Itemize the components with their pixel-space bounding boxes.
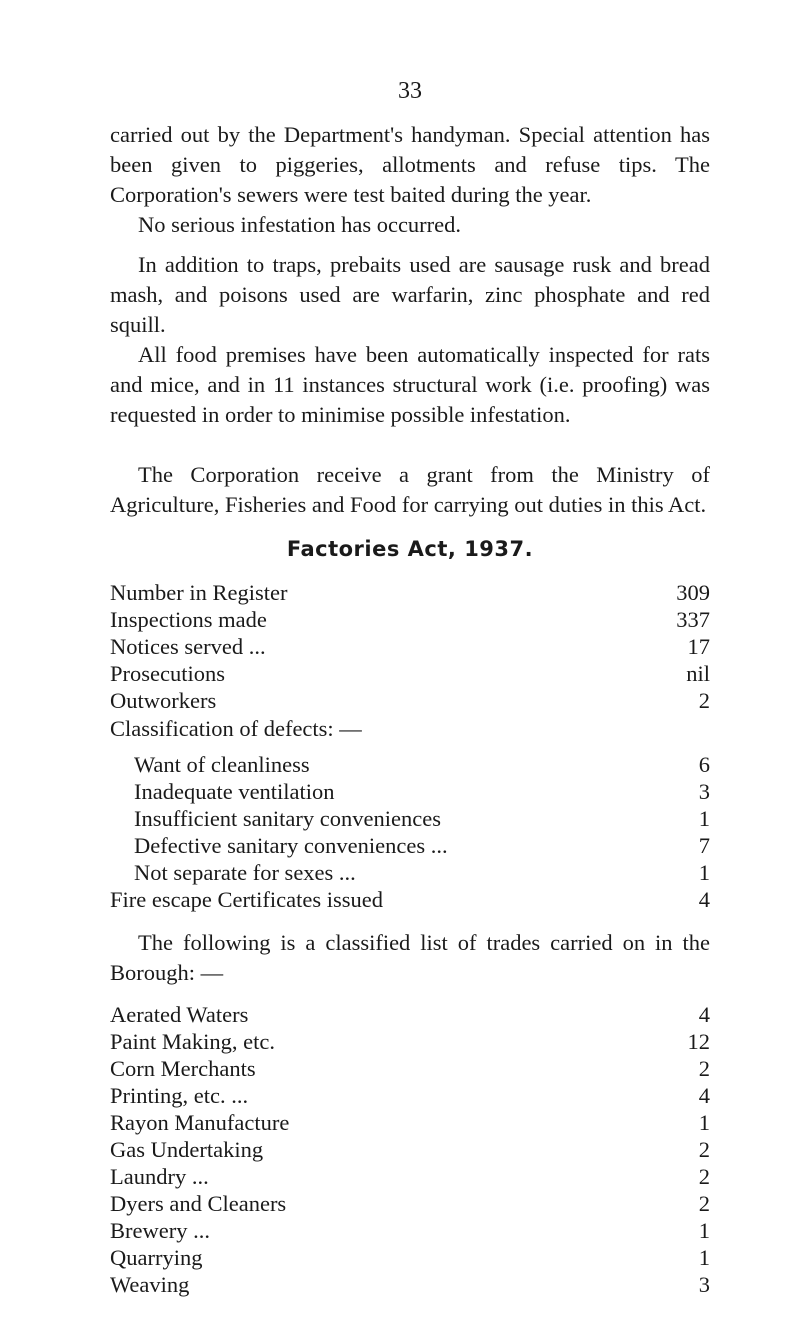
row-value: 2 (698, 688, 710, 713)
trade-row (110, 1054, 710, 1084)
row-value: 2 (698, 1164, 710, 1189)
row-label: Dyers and Cleaners (110, 1191, 287, 1216)
row-label: Notices served ... (110, 634, 266, 659)
defect-row (134, 858, 710, 888)
row-value: 2 (698, 1056, 710, 1081)
row-value: 4 (698, 1083, 710, 1108)
row-label: Printing, etc. ... (110, 1083, 249, 1108)
row-value: 309 (676, 580, 710, 605)
classification-heading: Classification of defects: — (110, 716, 362, 741)
row-value: 7 (698, 833, 710, 858)
summary-row (110, 659, 710, 689)
factories-act-heading: Factories Act, 1937. (286, 537, 534, 561)
defect-row (134, 804, 710, 834)
row-label: Number in Register (110, 580, 288, 605)
row-label: Prosecutions (110, 661, 225, 686)
row-value: 337 (676, 607, 710, 632)
row-value: 2 (698, 1191, 710, 1216)
row-value: 17 (687, 634, 710, 659)
defect-row (134, 777, 710, 807)
row-label: Aerated Waters (110, 1002, 249, 1027)
fire-escape-row (110, 885, 710, 915)
row-value: nil (686, 661, 710, 686)
row-value: 3 (698, 1272, 710, 1297)
defect-row (134, 831, 710, 861)
trade-row (110, 1108, 710, 1138)
trade-row (110, 1243, 710, 1273)
page-number: 33 (398, 78, 422, 104)
paragraph-grant: The Corporation receive a grant from the Ministry of Agriculture, Fisheries and Food for carrying out duties in this Act. (110, 462, 710, 517)
row-label: Inadequate ventilation (134, 779, 335, 804)
paragraph-handyman: carried out by the Department's handyman. Special attention has been given to piggeries, allotments and refuse tips. The Corporation's sewers were test baited during the year. (110, 122, 710, 207)
row-label: Paint Making, etc. (110, 1029, 275, 1054)
row-label: Fire escape Certificates issued (110, 887, 384, 912)
row-label: Gas Undertaking (110, 1137, 264, 1162)
row-value: 12 (687, 1029, 710, 1054)
row-value: 1 (698, 860, 710, 885)
row-label: Insufficient sanitary conveniences (134, 806, 441, 831)
row-label: Not separate for sexes ... (134, 860, 356, 885)
trade-row (110, 1216, 710, 1246)
row-label: Weaving (110, 1272, 190, 1297)
row-value: 6 (698, 752, 710, 777)
row-value: 1 (698, 806, 710, 831)
row-label: Laundry ... (110, 1164, 209, 1189)
trade-row (110, 1081, 710, 1111)
row-value: 1 (698, 1218, 710, 1243)
summary-row (110, 686, 710, 716)
row-label: Defective sanitary conveniences ... (134, 833, 448, 858)
trade-row (110, 1135, 710, 1165)
row-value: 4 (698, 1002, 710, 1027)
trade-row (110, 1000, 710, 1030)
row-value: 2 (698, 1137, 710, 1162)
summary-row (110, 578, 710, 608)
row-value: 1 (698, 1245, 710, 1270)
summary-row (110, 605, 710, 635)
row-label: Quarrying (110, 1245, 203, 1270)
summary-row (110, 632, 710, 662)
row-label: Brewery ... (110, 1218, 210, 1243)
row-label: Outworkers (110, 688, 217, 713)
trade-row (110, 1189, 710, 1219)
row-value: 3 (698, 779, 710, 804)
row-label: Want of cleanliness (134, 752, 310, 777)
paragraph-prebaits: In addition to traps, prebaits used are sausage rusk and bread mash, and poisons used are warfarin, zinc phosphate and red squill. (110, 252, 710, 337)
defect-row (134, 750, 710, 780)
row-label: Corn Merchants (110, 1056, 256, 1081)
paragraph-no-infestation: No serious infestation has occurred. (138, 212, 462, 237)
row-value: 4 (698, 887, 710, 912)
paragraph-food-premises: All food premises have been automatically inspected for rats and mice, and in 11 instances structural work (i.e. proofing) was requested in order to minimise possible infestation. (110, 342, 710, 427)
trade-row (110, 1270, 710, 1300)
trade-row (110, 1027, 710, 1057)
trade-row (110, 1162, 710, 1192)
row-value: 1 (698, 1110, 710, 1135)
row-label: Rayon Manufacture (110, 1110, 290, 1135)
row-label: Inspections made (110, 607, 267, 632)
trades-intro: The following is a classified list of trades carried on in the Borough: — (110, 930, 710, 985)
